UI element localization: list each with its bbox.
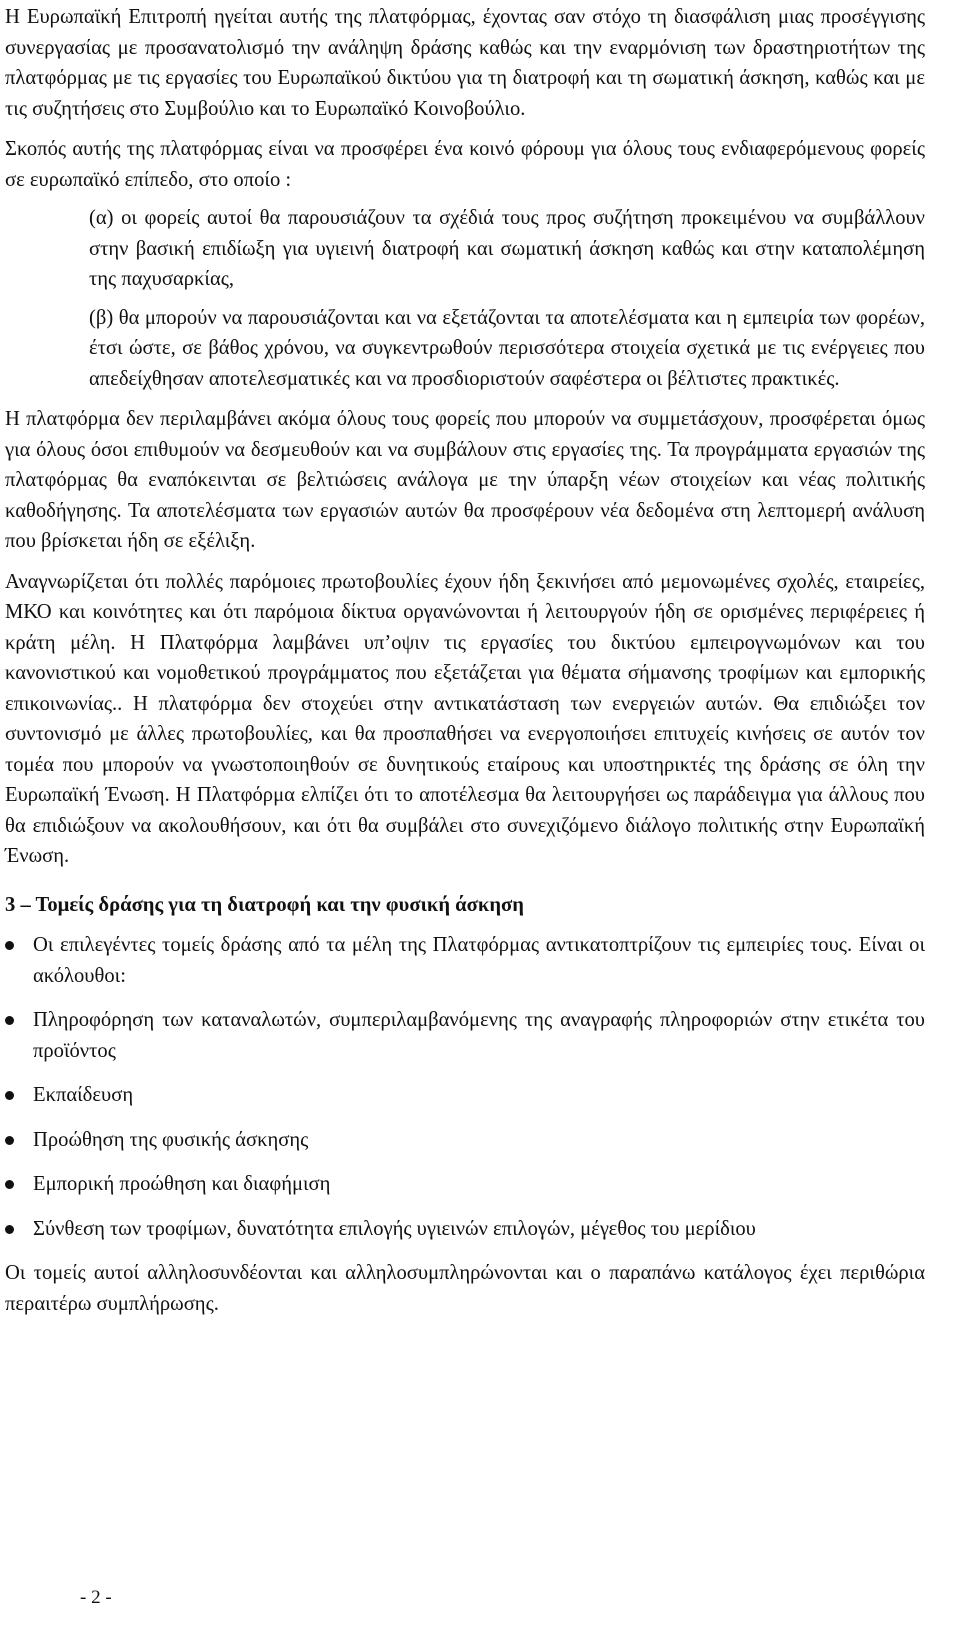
list-item: Πληροφόρηση των καταναλωτών, συμπεριλαμβανόμενης της αναγραφής πληροφοριών στην ετικέτα του προϊόντος [5, 1005, 925, 1066]
list-item: Προώθηση της φυσικής άσκησης [5, 1125, 925, 1156]
section-heading: 3 – Τομείς δράσης για τη διατροφή και την φυσική άσκηση [5, 893, 524, 916]
paragraph-commission-role: Η Ευρωπαϊκή Επιτροπή ηγείται αυτής της πλατφόρμας, έχοντας σαν στόχο τη διασφάλιση μιας προσέγγισης συνεργασίας με προσανατολισμό την ανάληψη δράσης καθώς και την εναρμόνιση των δραστηριοτήτων της πλατφόρμας με τις εργασίες του Ευρωπαϊκού δικτύου για τη διατροφή και τη σωματική άσκηση, καθώς και με τις συζητήσεις στο Συμβούλιο και το Ευρωπαϊκό Κοινοβούλιο. [5, 6, 925, 120]
paragraph-existing-initiatives: Αναγνωρίζεται ότι πολλές παρόμοιες πρωτοβουλίες έχουν ήδη ξεκινήσει από μεμονωμένες σχολές, εταιρείες, ΜΚΟ και κοινότητες και ότι παρόμοια δίκτυα οργανώνονται ή λειτουργούν ήδη σε ορισμένες περιφέρειες ή κράτη μέλη. Η Πλατφόρμα λαμβάνει υπ’οψιν τις εργασίες του δικτύου εμπειρογνωμόνων και του κανονιστικού και νομοθετικού προγράμματος που εξετάζεται για θέματα σήμανσης τροφίμων και εμπορικής επικοινωνίας.. Η πλατφόρμα δεν στοχεύει στην αντικατάσταση των ενεργειών αυτών. Θα επιδιώξει τον συντονισμό με άλλες πρωτοβουλίες, και θα προσπαθήσει να ενεργοποιήσει επιτυχείς κινήσεις σε αυτόν τον τομέα που μπορούν να γνωστοποιηθούν σε δυνητικούς εταίρους και υποστηρικτές της δράσης σε όλη την Ευρωπαϊκή Ένωση. Η Πλατφόρμα ελπίζει ότι το αποτέλεσμα θα λειτουργήσει ως παράδειγμα για άλλους που θα επιδιώξουν να ακολουθήσουν, και ότι θα συμβάλει στο συνεχιζόμενο διάλογο πολιτικής στην Ευρωπαϊκή Ένωση. [5, 570, 925, 867]
bullet-icon [5, 1180, 14, 1189]
list-item: Εκπαίδευση [5, 1080, 925, 1111]
action-areas-list [5, 930, 925, 1244]
bullet-icon [5, 1091, 14, 1100]
paragraph-platform-purpose: Σκοπός αυτής της πλατφόρμας είναι να προσφέρει ένα κοινό φόρουμ για όλους τους ενδιαφερόμενους φορείς σε ευρωπαϊκό επίπεδο, στο οποίο : [5, 138, 925, 191]
list-item: Οι επιλεγέντες τομείς δράσης από τα μέλη της Πλατφόρμας αντικατοπτρίζουν τις εμπειρίες τους. Είναι οι ακόλουθοι: [5, 930, 925, 991]
paragraph-platform-participation: Η πλατφόρμα δεν περιλαμβάνει ακόμα όλους τους φορείς που μπορούν να συμμετάσχουν, προσφέρεται όμως για όλους όσοι επιθυμούν να δεσμευθούν και να συμβάλουν στις εργασίες της. Τα προγράμματα εργασιών της πλατφόρμας θα εναπόκεινται σε βελτιώσεις ανάλογα με την ύπαρξη νέων στοιχείων και νέας πολιτικής καθοδήγησης. Τα αποτελέσματα των εργασιών αυτών θα προσφέρουν νέα δεδομένα στη λεπτομερή ανάλυση που βρίσκεται ήδη σε εξέλιξη. [5, 408, 925, 552]
page-number: - 2 - [80, 1587, 112, 1608]
bullet-icon [5, 941, 14, 950]
purpose-item-a: (α) οι φορείς αυτοί θα παρουσιάζουν τα σχέδιά τους προς συζήτηση προκειμένου να συμβάλλουν στην βασική επιδίωξη για υγιεινή διατροφή και σωματική άσκηση καθώς και στην καταπολέμηση της παχυσαρκίας, [89, 207, 925, 290]
bullet-icon [5, 1016, 14, 1025]
document-body [5, 2, 925, 1319]
purpose-item-b: (β) θα μπορούν να παρουσιάζονται και να εξετάζονται τα αποτελέσματα και η εμπειρία των φορέων, έτσι ώστε, σε βάθος χρόνου, να συγκεντρωθούν περισσότερα στοιχεία σχετικά με τις ενέργειες που απεδείχθησαν αποτελεσματικές και να προσδιοριστούν σαφέστερα οι βέλτιστες πρακτικές. [89, 306, 925, 390]
list-item: Σύνθεση των τροφίμων, δυνατότητα επιλογής υγιεινών επιλογών, μέγεθος του μερίδιου [5, 1214, 925, 1245]
list-item: Εμπορική προώθηση και διαφήμιση [5, 1169, 925, 1200]
paragraph-closing: Οι τομείς αυτοί αλληλοσυνδέονται και αλληλοσυμπληρώνονται και ο παραπάνω κατάλογος έχει περιθώρια περαιτέρω συμπλήρωσης. [5, 1262, 925, 1315]
bullet-icon [5, 1136, 14, 1145]
bullet-icon [5, 1225, 14, 1234]
purpose-sublist [89, 203, 925, 394]
